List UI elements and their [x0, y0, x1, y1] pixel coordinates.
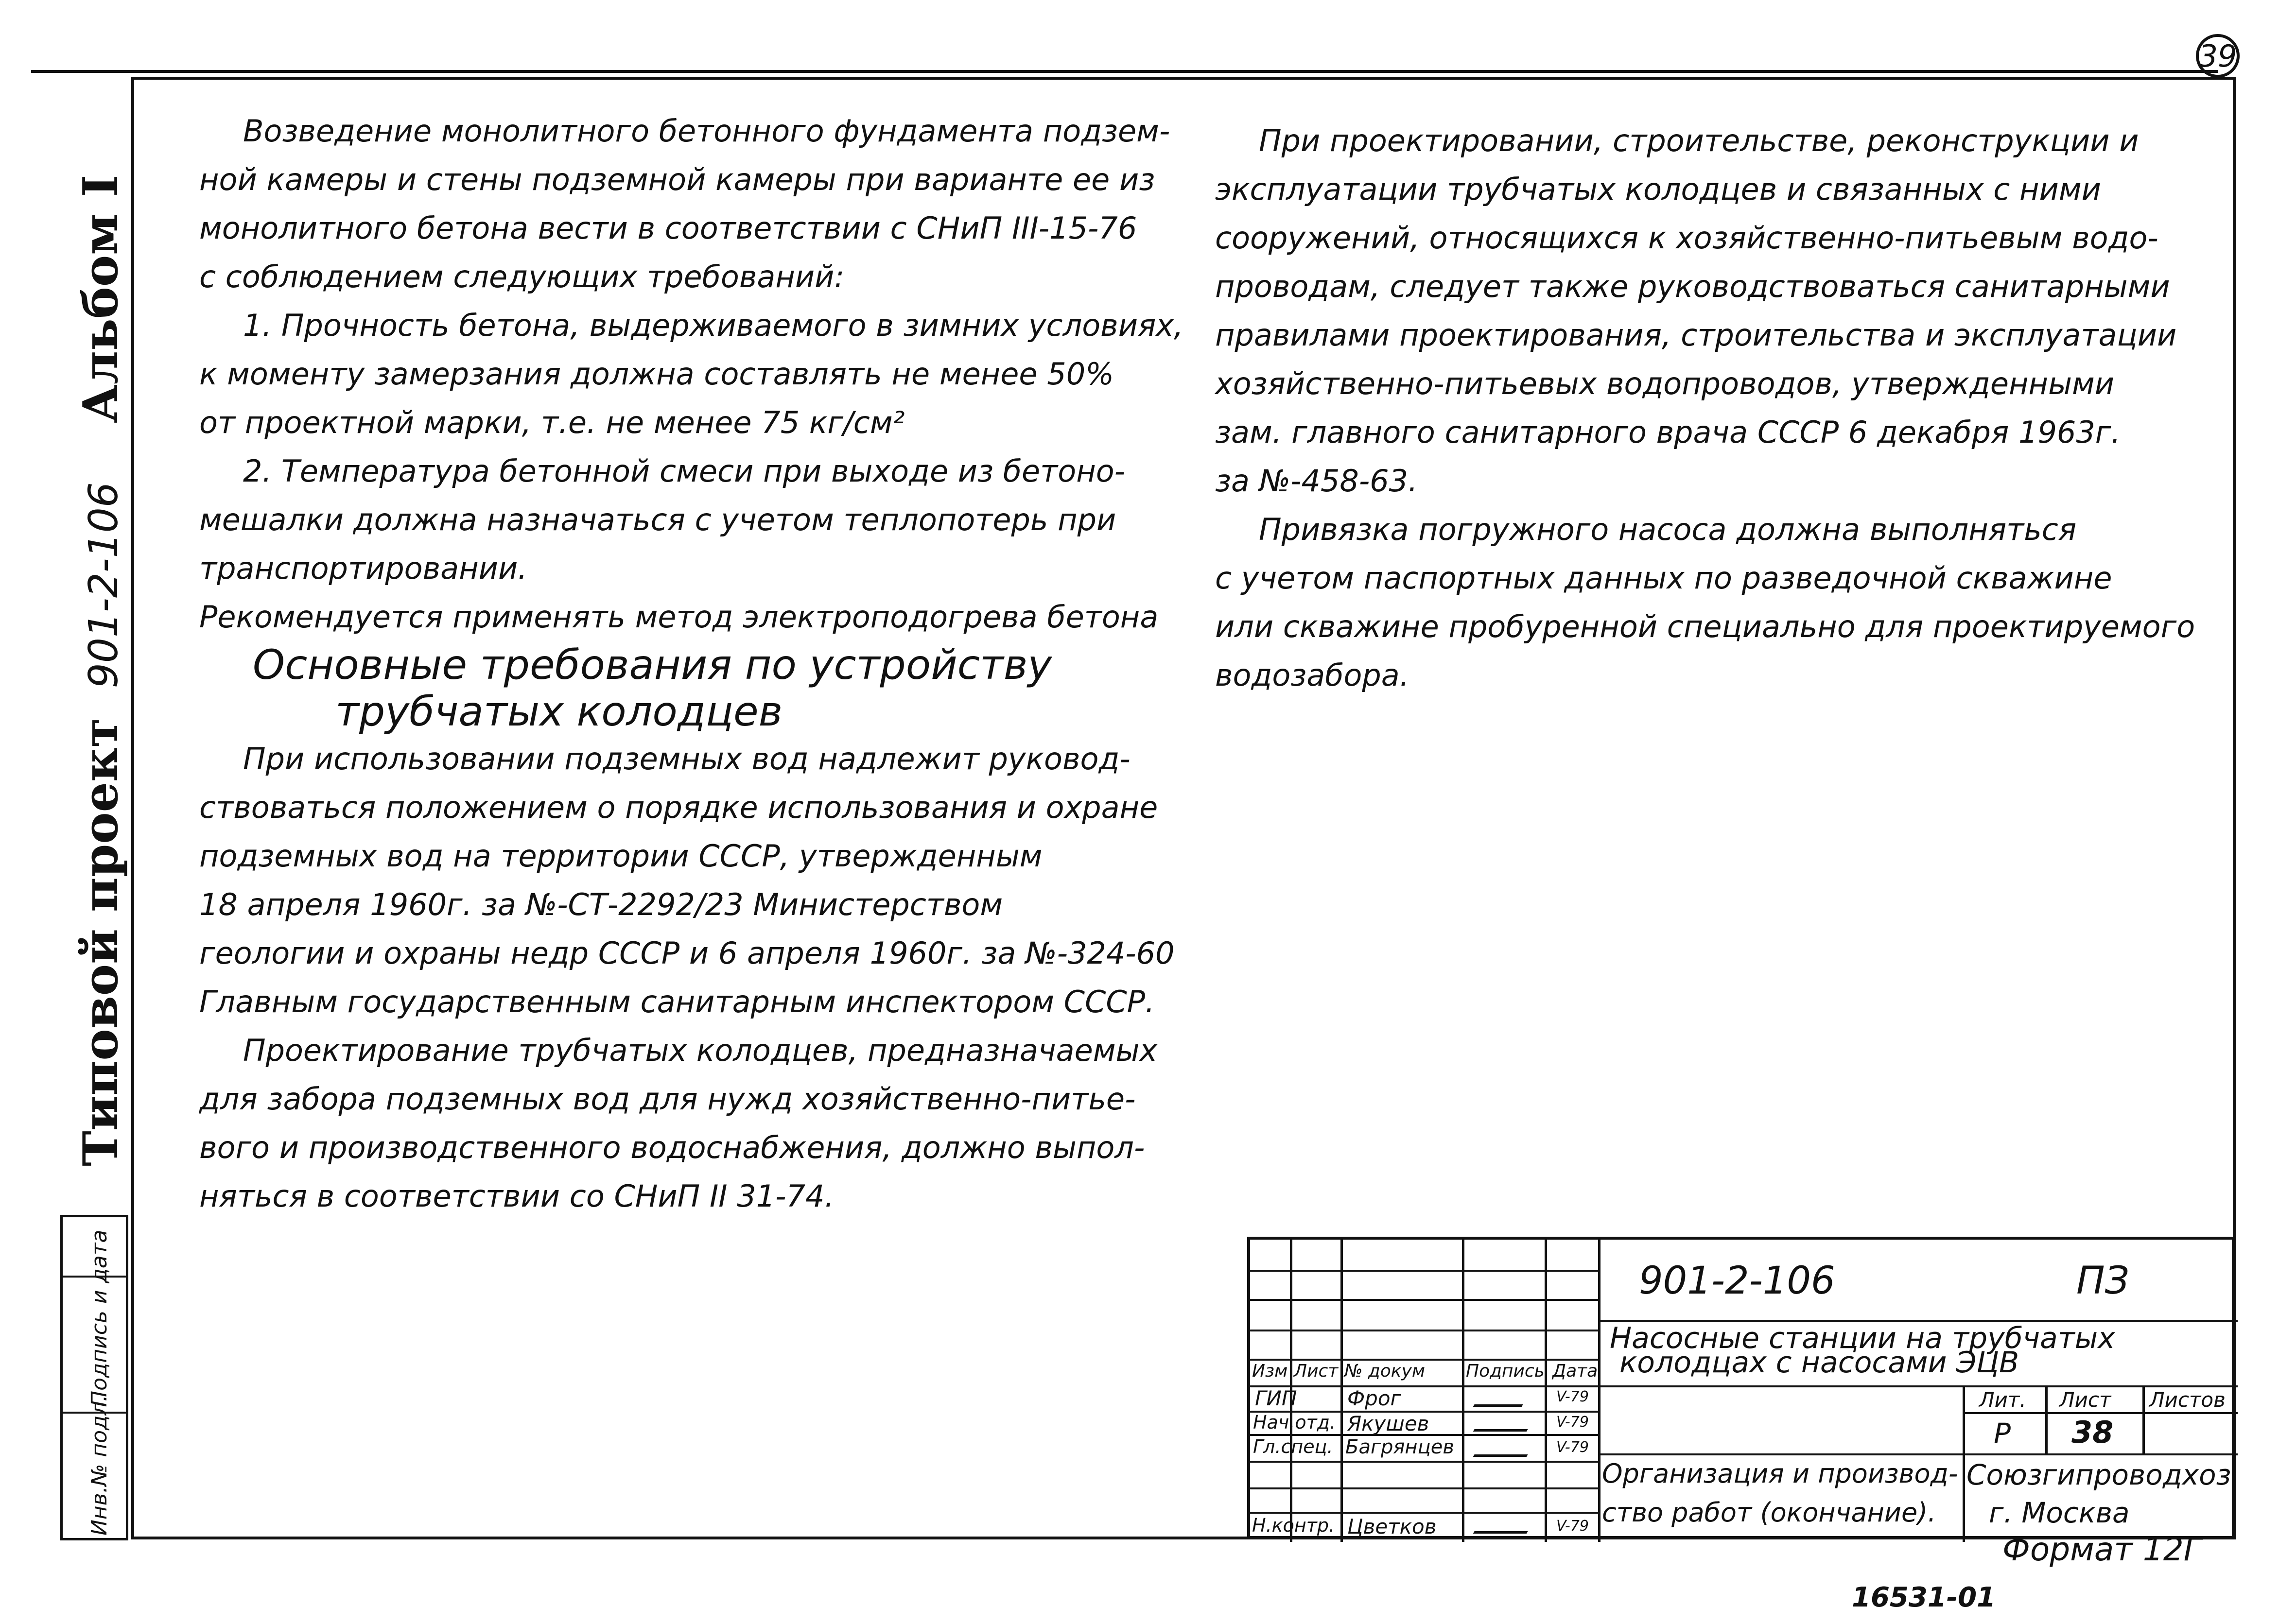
stamp-inv-label: Инв.№ подл. [87, 1395, 112, 1536]
signature [1473, 1413, 1538, 1432]
text-line: Привязка погружного насоса должна выполняться [1259, 512, 2077, 547]
sheet-value: 38 [2071, 1415, 2114, 1450]
inventory-number: 16531-01 [1852, 1582, 1996, 1613]
side-project-code: 901-2-106 [81, 482, 127, 689]
text-line: Возведение монолитного бетонного фундамента подзем- [243, 113, 1170, 149]
text-line: хозяйственно-питьевых водопроводов, утвержденными [1215, 366, 2115, 401]
date-nach-otd: V-79 [1556, 1414, 1589, 1431]
grid-line [1250, 1487, 1598, 1489]
text-line: от проектной марки, т.е. не менее 75 кг/см² [199, 405, 905, 440]
signature [1473, 1388, 1533, 1407]
grid-line [1250, 1461, 1598, 1463]
text-line: к моменту замерзания должна составлять не менее 50% [199, 356, 1114, 392]
text-line: Главным государственным санитарным инспектором СССР. [199, 984, 1155, 1019]
grid-line [1250, 1385, 1598, 1387]
project-code: 901-2-106 [1639, 1259, 1835, 1303]
text-line: зам. главного санитарного врача СССР 6 декабря 1963г. [1215, 415, 2121, 450]
text-line: с учетом паспортных данных по разведочной скважине [1215, 560, 2112, 596]
sheet-number: 39 [2196, 34, 2240, 78]
grid-line [1250, 1512, 1598, 1514]
grid-line [1250, 1330, 1598, 1331]
role-n-kontr: Н.контр. [1252, 1515, 1335, 1536]
right-text-column [1215, 117, 2195, 700]
text-line: Рекомендуется применять метод электроподогрева бетона [199, 599, 1159, 635]
section-heading: трубчатых колодцев [335, 688, 783, 735]
project-name-line: колодцах с насосами ЭЦВ [1619, 1346, 2019, 1380]
text-line: с соблюдением следующих требований: [199, 259, 845, 294]
text-line: 2. Температура бетонной смеси при выходе из бетоно- [243, 453, 1126, 489]
document-type: ПЗ [2076, 1259, 2129, 1303]
date-gip: V-79 [1556, 1388, 1589, 1405]
text-line: 1. Прочность бетона, выдерживаемого в зимних условиях, [243, 308, 1183, 343]
stamp-sign-label: Подпись и дата [87, 1229, 112, 1407]
grid-line [2045, 1385, 2048, 1453]
text-line: мешалки должна назначаться с учетом теплопотерь при [199, 502, 1116, 537]
organization-name: Союзгипроводхоз [1966, 1458, 2231, 1491]
project-name-line: Насосные станции на трубчатых [1610, 1321, 2115, 1355]
text-line: геологии и охраны недр СССР и 6 апреля 1960г. за №-324-60 [199, 935, 1175, 971]
text-line: Проектирование трубчатых колодцев, предназначаемых [243, 1033, 1158, 1068]
title-block [1247, 1237, 2235, 1539]
grid-line [1462, 1240, 1464, 1542]
name-n-kontr: Цветков [1347, 1515, 1437, 1538]
left-stamp [60, 1215, 128, 1540]
signature [1473, 1515, 1538, 1534]
header-sign: Подпись [1466, 1361, 1545, 1381]
text-line: для забора подземных вод для нужд хозяйственно-питье- [199, 1081, 1136, 1117]
sheets-label: Листов [2149, 1388, 2226, 1412]
name-gip: Фрог [1347, 1386, 1401, 1410]
grid-line [1598, 1240, 1601, 1542]
stage-label: Лит. [1979, 1388, 2026, 1412]
header-izm: Изм [1252, 1361, 1288, 1381]
text-line: за №-458-63. [1215, 463, 1418, 499]
text-line: эксплуатации трубчатых колодцев и связанных с ними [1215, 172, 2101, 207]
name-gl-spec: Багрянцев [1345, 1436, 1454, 1458]
grid-line [1545, 1240, 1547, 1542]
role-gl-spec: Гл.спец. [1253, 1436, 1333, 1457]
grid-line [1250, 1299, 1598, 1301]
text-line: вого и производственного водоснабжения, должно выпол- [199, 1130, 1145, 1165]
signature [1473, 1438, 1538, 1457]
text-line: монолитного бетона вести в соответствии с СНиП III-15-76 [199, 210, 1137, 246]
side-label [73, 175, 129, 1166]
text-line: няться в соответствии со СНиП II 31-74. [199, 1178, 835, 1214]
grid-line [1340, 1240, 1343, 1542]
text-line: При проектировании, строительстве, реконструкции и [1259, 123, 2139, 158]
text-line: подземных вод на территории СССР, утвержденным [199, 838, 1043, 874]
grid-line [2142, 1385, 2145, 1453]
date-n-kontr: V-79 [1556, 1518, 1589, 1535]
side-album: Альбом I [73, 174, 129, 423]
grid-line [1250, 1359, 1598, 1361]
grid-line [1963, 1385, 1965, 1542]
section-heading: Основные требования по устройству [253, 641, 1052, 689]
text-line: правилами проектирования, строительства и эксплуатации [1215, 317, 2177, 353]
role-nach-otd: Нач.отд. [1253, 1412, 1336, 1433]
text-line: транспортировании. [199, 551, 527, 586]
text-line: При использовании подземных вод надлежит руковод- [243, 741, 1131, 777]
grid-line [1598, 1385, 2238, 1387]
sheet-title-line: ство работ (окончание). [1602, 1497, 1936, 1528]
sheet-title-line: Организация и производ- [1602, 1458, 1958, 1489]
text-line: 18 апреля 1960г. за №-СТ-2292/23 Министерством [199, 887, 1003, 922]
header-date: Дата [1552, 1361, 1598, 1381]
text-line: или скважине пробуренной специально для проектируемого [1215, 609, 2195, 644]
text-line: сооружений, относящихся к хозяйственно-питьевым водо- [1215, 220, 2158, 256]
text-line: ной камеры и стены подземной камеры при варианте ее из [199, 162, 1155, 197]
text-line: ствоваться положением о порядке использования и охране [199, 790, 1158, 825]
grid-line [1598, 1453, 2238, 1455]
left-text-column [199, 107, 1183, 1221]
header-list: Лист [1294, 1361, 1339, 1381]
grid-line [1250, 1270, 1598, 1272]
stage-value: Р [1994, 1417, 2011, 1450]
organization-city: г. Москва [1989, 1496, 2130, 1529]
grid-line [1963, 1412, 2238, 1414]
text-line: проводам, следует также руководствоваться санитарными [1215, 269, 2170, 304]
name-nach-otd: Якушев [1347, 1412, 1429, 1435]
role-gip: ГИП [1255, 1386, 1297, 1410]
sheet-label: Лист [2059, 1388, 2111, 1412]
header-doc: № докум [1344, 1361, 1426, 1381]
side-title: Типовой проект [73, 718, 129, 1166]
date-gl-spec: V-79 [1556, 1439, 1589, 1456]
top-rule [31, 70, 2218, 73]
text-line: водозабора. [1215, 657, 1409, 693]
format-label: Формат 12Г [2002, 1531, 2202, 1568]
